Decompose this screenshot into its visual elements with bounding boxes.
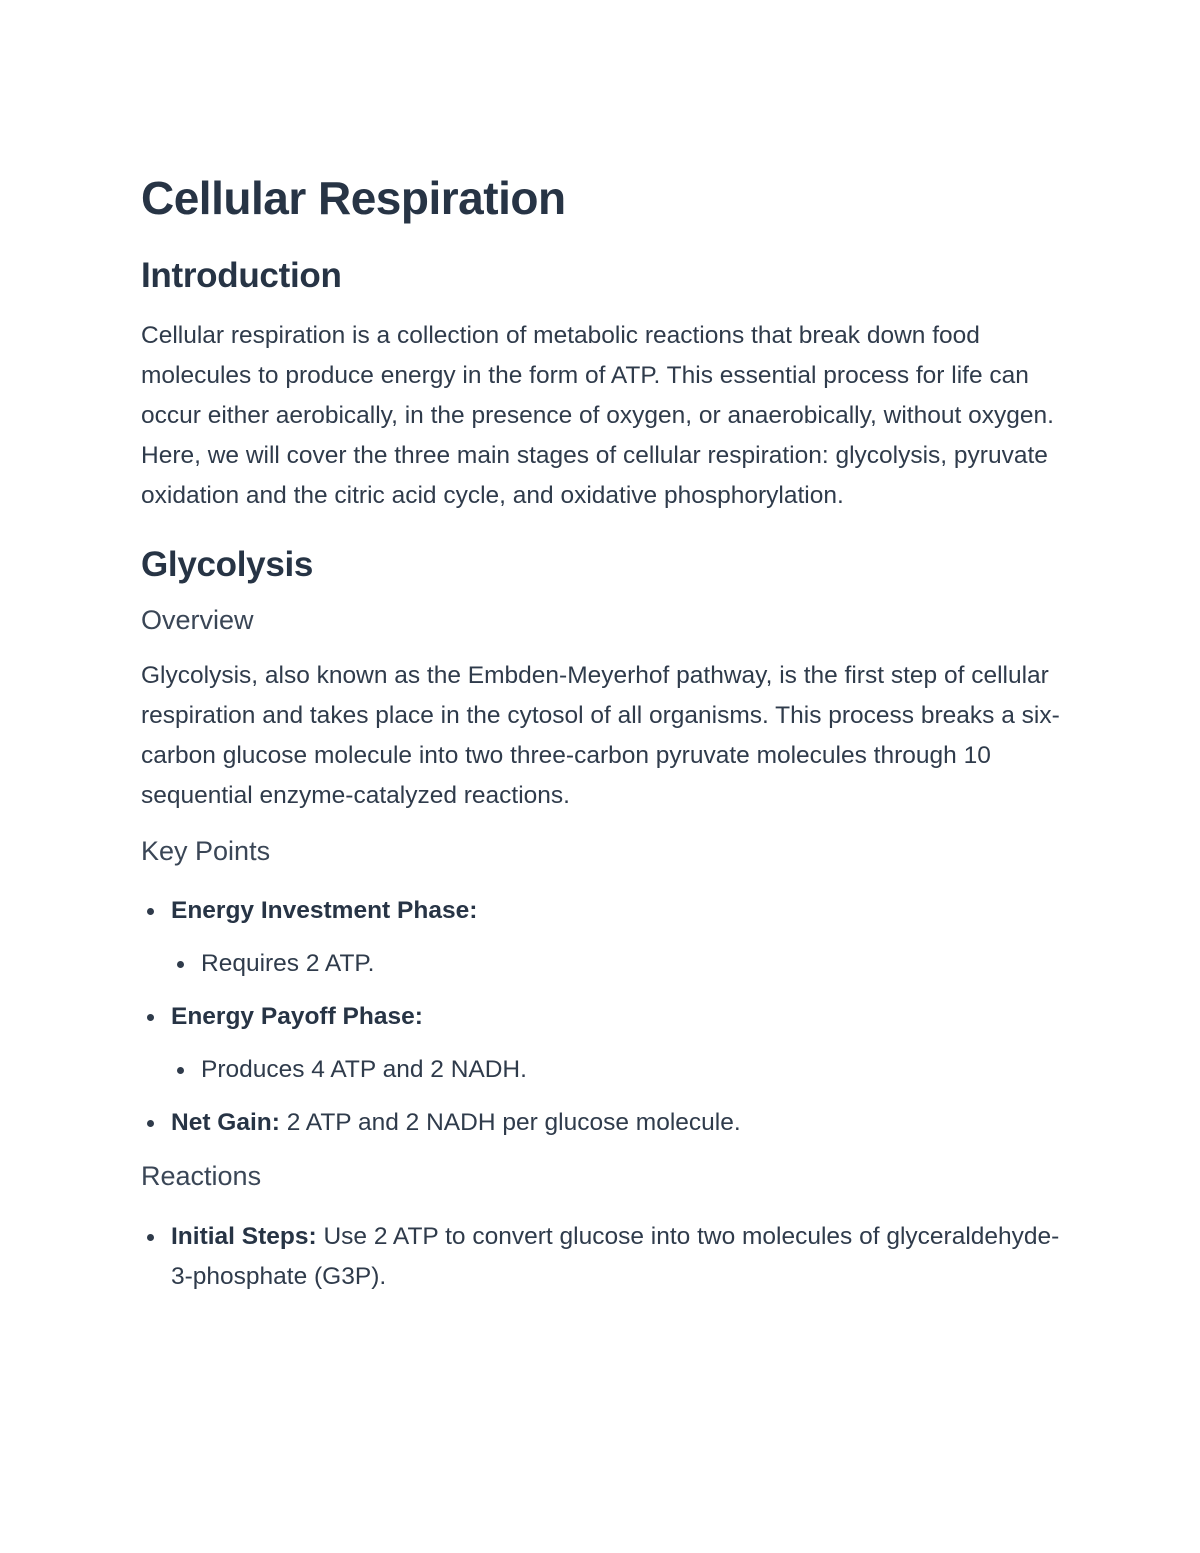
- list-item-text: Produces 4 ATP and 2 NADH.: [201, 1056, 527, 1083]
- key-points-heading: Key Points: [141, 836, 271, 866]
- list-item-text: Use 2 ATP to convert glucose into two molecules of glyceraldehyde-3-phosphate (G3P).: [171, 1223, 1060, 1290]
- list-item: [171, 1103, 1061, 1143]
- list-item: [201, 944, 1061, 984]
- list-item-label: Initial Steps:: [171, 1223, 317, 1250]
- reactions-list: [141, 1217, 1061, 1297]
- list-item-text: Requires 2 ATP.: [201, 950, 375, 977]
- overview-heading: Overview: [141, 605, 254, 635]
- list-item: [171, 1217, 1061, 1297]
- overview-paragraph: Glycolysis, also known as the Embden-Meyerhof pathway, is the first step of cellular respiration and takes place in the cytosol of all organisms. This process breaks a six-carbon glucose molecule into two three-carbon pyruvate molecules through 10 sequential enzyme-catalyzed reactions.: [141, 662, 1060, 809]
- glycolysis-heading: Glycolysis: [141, 545, 314, 584]
- introduction-heading: Introduction: [141, 256, 342, 295]
- list-item-label: Energy Investment Phase:: [171, 897, 478, 924]
- list-item: [171, 891, 1061, 931]
- list-item-text: 2 ATP and 2 NADH per glucose molecule.: [279, 1109, 741, 1136]
- page-title: Cellular Respiration: [141, 172, 566, 224]
- list-item: [201, 1050, 1061, 1090]
- reactions-heading: Reactions: [141, 1161, 262, 1191]
- list-item-label: Net Gain:: [171, 1109, 280, 1136]
- document-page: [141, 160, 1061, 1297]
- list-item-label: Energy Payoff Phase:: [171, 1003, 423, 1030]
- introduction-paragraph: Cellular respiration is a collection of metabolic reactions that break down food molecules to produce energy in the form of ATP. This essential process for life can occur either aerobically, in the presence of oxygen, or anaerobically, without oxygen. Here, we will cover the three main stages of cellular respiration: glycolysis, pyruvate oxidation and the citric acid cycle, and oxidative phosphorylation.: [141, 322, 1054, 509]
- key-points-list: [141, 891, 1061, 1143]
- list-item: [171, 997, 1061, 1037]
